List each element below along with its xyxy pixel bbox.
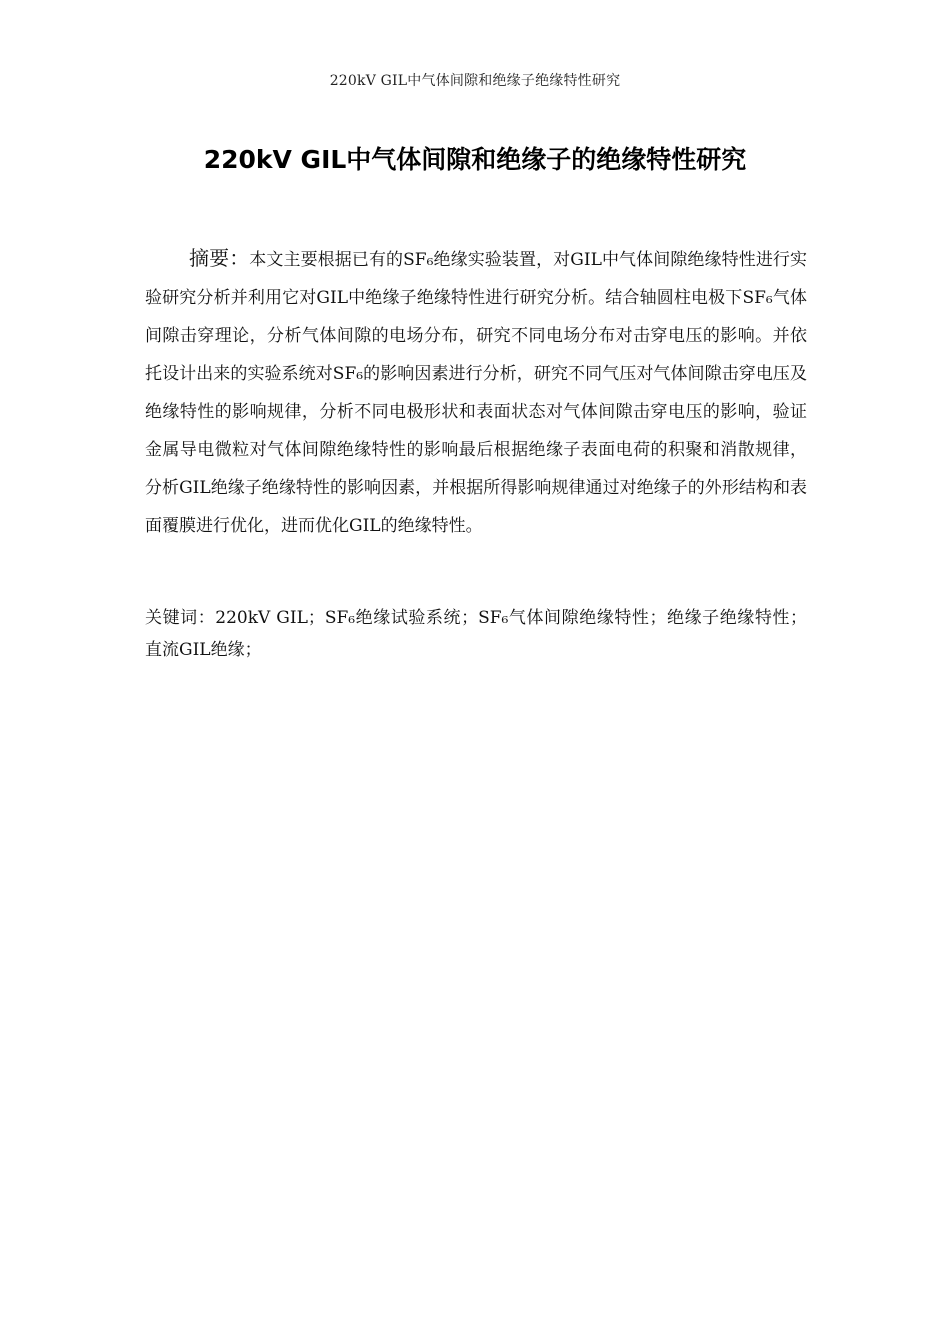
keywords-paragraph [145, 602, 807, 666]
abstract-paragraph [145, 239, 807, 545]
running-header: 220kV GIL中气体间隙和绝缘子绝缘特性研究 [329, 73, 621, 89]
keywords-label: 关键词： [145, 608, 216, 628]
document-title: 220kV GIL中气体间隙和绝缘子的绝缘特性研究 [203, 144, 747, 174]
keywords-text: 220kV GIL；SF₆绝缘试验系统；SF₆气体间隙绝缘特性；绝缘子绝缘特性；直流GIL绝缘； [145, 608, 808, 660]
abstract-text: 本文主要根据已有的SF₆绝缘实验装置，对GIL中气体间隙绝缘特性进行实验研究分析并利用它对GIL中绝缘子绝缘特性进行研究分析。结合轴圆柱电极下SF₆气体间隙击穿理论，分析气体间隙的电场分布，研究不同电场分布对击穿电压的影响。并依托设计出来的实验系统对SF₆的影响因素进行分析，研究不同气压对气体间隙击穿电压及绝缘特性的影响规律，分析不同电极形状和表面状态对气体间隙击穿电压的影响，验证金属导电微粒对气体间隙绝缘特性的影响最后根据绝缘子表面电荷的积聚和消散规律，分析GIL绝缘子绝缘特性的影响因素，并根据所得影响规律通过对绝缘子的外形结构和表面覆膜进行优化，进而优化GIL的绝缘特性。 [145, 250, 808, 536]
abstract-label: 摘要： [189, 246, 250, 270]
